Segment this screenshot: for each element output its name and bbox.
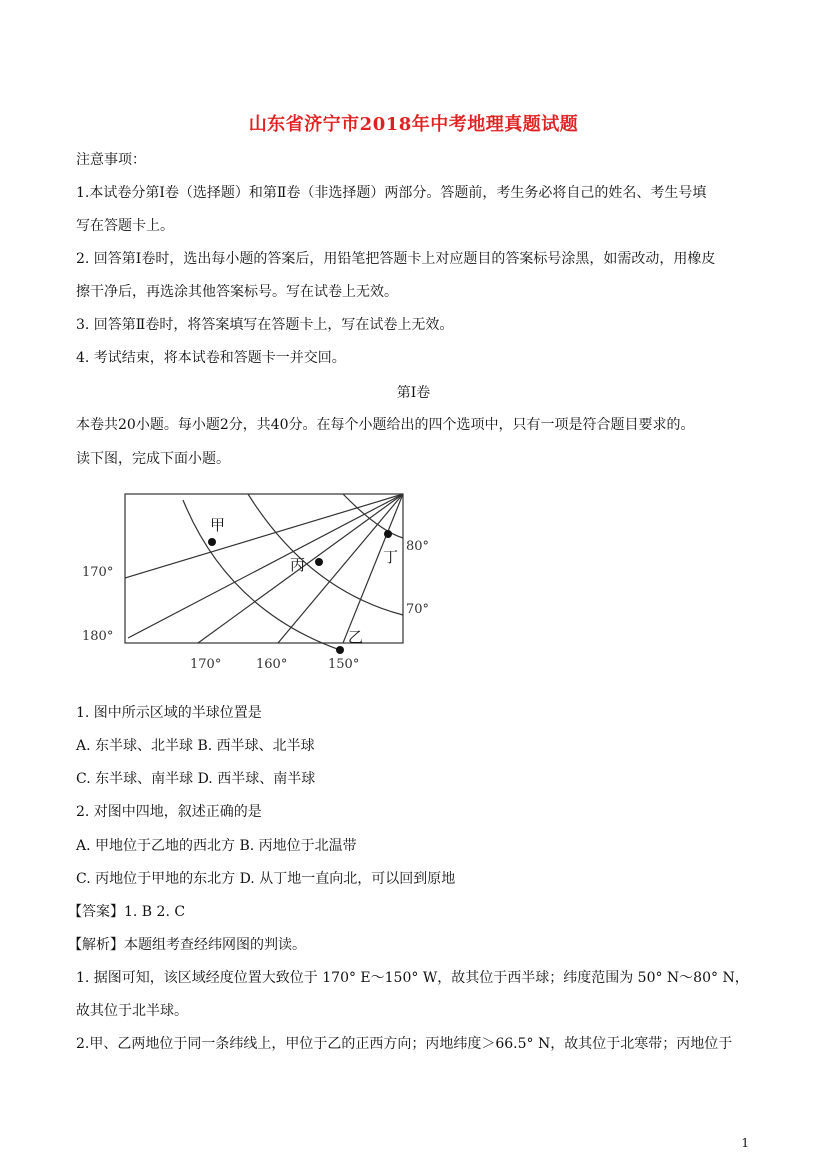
parallel-arc	[248, 494, 403, 615]
point-jia-label: 甲	[210, 516, 226, 534]
point-ding-marker	[384, 530, 392, 538]
question-stem: 1. 图中所示区域的半球位置是	[76, 705, 262, 721]
question-options: C. 东半球、南半球 D. 西半球、南半球	[76, 771, 316, 787]
answer-line: 【答案】1. B 2. C	[68, 904, 186, 920]
lon-label-160: 160°	[256, 657, 288, 672]
notice-item: 4. 考试结束，将本试卷和答题卡一并交回。	[76, 350, 346, 366]
analysis-line: 1. 据图可知，该区域经度位置大致位于 170° E～150° W，故其位于西半球；纬度范围为 50° N～80° N，	[76, 970, 749, 986]
analysis-heading: 【解析】本题组考查经纬网图的判读。	[68, 937, 306, 953]
analysis-line: 故其位于北半球。	[76, 1003, 188, 1019]
lon-label-170: 170°	[190, 657, 222, 672]
point-bing-marker	[315, 558, 323, 566]
question-stem: 2. 对图中四地，叙述正确的是	[76, 804, 262, 820]
meridian-line	[128, 494, 403, 638]
point-yi-label: 乙	[348, 628, 364, 646]
notice-item: 擦干净后，再选涂其他答案标号。写在试卷上无效。	[76, 284, 398, 300]
section-intro: 本卷共20小题。每小题2分，共40分。在每个小题给出的四个选项中，只有一项是符合题目要求的。	[76, 417, 695, 433]
meridian-line	[125, 494, 403, 578]
lat-label-80: 80°	[406, 539, 430, 554]
point-bing-label: 丙	[290, 556, 306, 574]
left-label-170: 170°	[82, 565, 114, 580]
lon-label-150: 150°	[328, 657, 360, 672]
point-ding-label: 丁	[383, 548, 399, 566]
question-options: A. 东半球、北半球 B. 西半球、北半球	[76, 738, 315, 754]
parallel-arc	[183, 500, 340, 650]
notice-item: 写在答题卡上。	[76, 218, 174, 234]
notice-item: 2. 回答第Ⅰ卷时，选出每小题的答案后，用铅笔把答题卡上对应题目的答案标号涂黑，如需改动，用橡皮	[76, 251, 716, 267]
point-yi-marker	[336, 646, 344, 654]
lat-label-70: 70°	[406, 602, 430, 617]
question-options: C. 丙地位于甲地的东北方 D. 从丁地一直向北，可以回到原地	[76, 871, 456, 887]
notice-item: 3. 回答第Ⅱ卷时，将答案填写在答题卡上，写在试卷上无效。	[76, 317, 454, 333]
notice-item: 1.本试卷分第Ⅰ卷（选择题）和第Ⅱ卷（非选择题）两部分。答题前，考生务必将自己的姓名、考生号填	[76, 185, 707, 201]
graticule-map	[78, 490, 438, 680]
left-label-180: 180°	[82, 629, 114, 644]
section-read: 读下图，完成下面小题。	[76, 451, 230, 467]
section-heading: 第Ⅰ卷	[396, 385, 431, 401]
notice-heading: 注意事项：	[76, 152, 146, 168]
page-title: 山东省济宁市2018年中考地理真题试题	[248, 114, 579, 135]
point-jia-marker	[208, 538, 216, 546]
page-number: 1	[741, 1136, 749, 1150]
analysis-line: 2.甲、乙两地位于同一条纬线上，甲位于乙的正西方向；丙地纬度＞66.5° N，故其位于北寒带；丙地位于	[76, 1036, 733, 1052]
question-options: A. 甲地位于乙地的西北方 B. 丙地位于北温带	[76, 838, 357, 854]
